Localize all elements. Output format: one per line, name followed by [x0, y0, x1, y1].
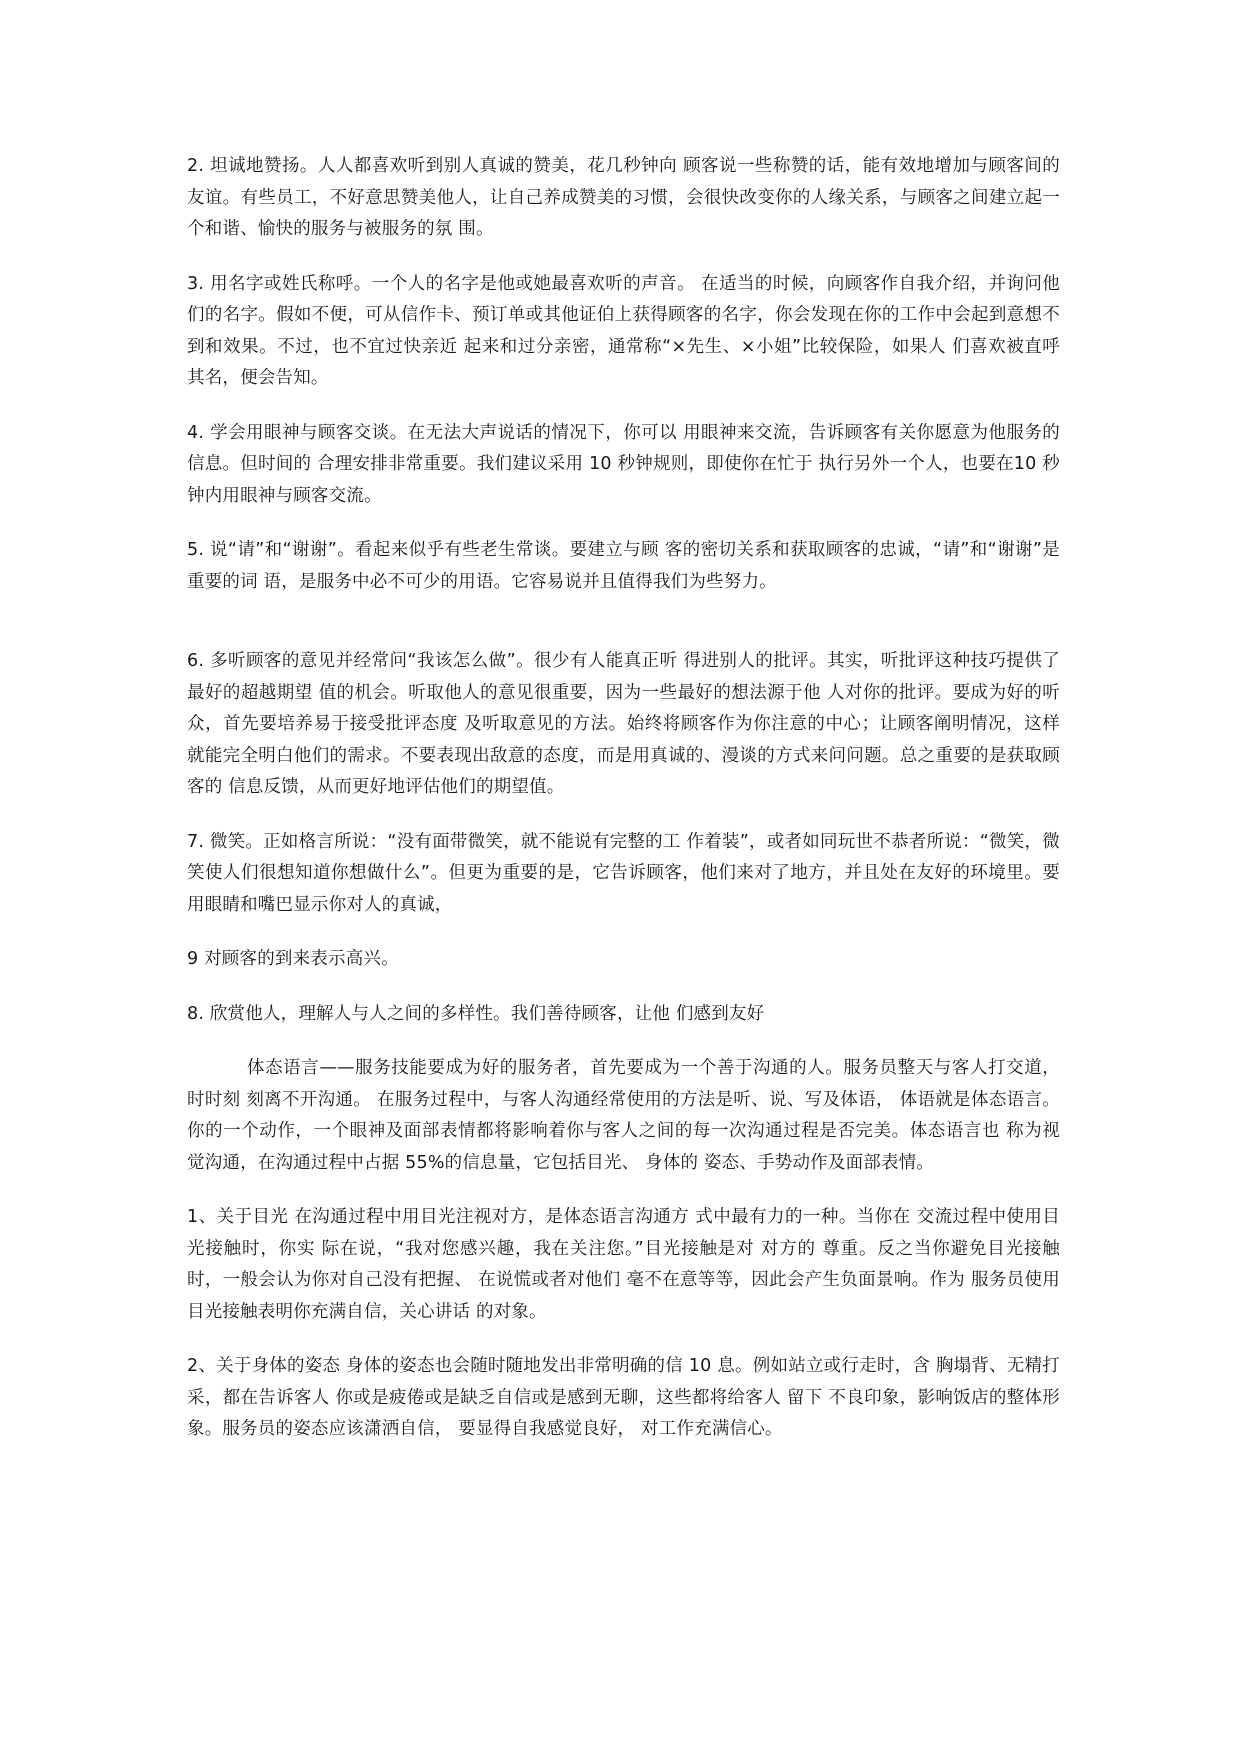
- paragraph-please-thanks: 5. 说“请”和“谢谢”。看起来似乎有些老生常谈。要建立与顾 客的密切关系和获取顾客的忠诚，“请”和“谢谢”是重要的词 语，是服务中必不可少的用语。它容易说并且值得我们为些努力。: [187, 540, 1060, 592]
- paragraph-welcome: 9 对顾客的到来表示高兴。: [187, 949, 399, 969]
- paragraph-praise: 2. 坦诚地赞扬。人人都喜欢听到别人真诚的赞美，花几秒钟向 顾客说一些称赞的话，能有效地增加与顾客间的友谊。有些员工，不好意思赞美他人，让自己养成赞美的习惯，会很快改变你的人缘关系，与顾客之间建立起一个和谐、愉快的服务与被服务的氛 围。: [187, 156, 1060, 239]
- paragraph-posture: 2、关于身体的姿态 身体的姿态也会随时随地发出非常明确的信 10 息。例如站立或行走时，含 胸塌背、无精打采，都在告诉客人 你或是疲倦或是缺乏自信或是感到无聊，这些都将给客人 留下 不良印象，影响饭店的整体形象。服务员的姿态应该潇洒自信， 要显得自我感觉良好， 对工作充满信心。: [187, 1356, 1060, 1439]
- paragraph-eye-contact: 4. 学会用眼神与顾客交谈。在无法大声说话的情况下，你可以 用眼神来交流，告诉顾客有关你愿意为他服务的信息。但时间的 合理安排非常重要。我们建议采用 10 秒钟规则，即使你在忙于 执行另外一个人，也要在10 秒钟内用眼神与顾客交流。: [187, 422, 1060, 506]
- paragraph-gaze: 1、关于目光 在沟通过程中用目光注视对方，是体态语言沟通方 式中最有力的一种。当你在 交流过程中使用目光接触时，你实 际在说，“我对您感兴趣，我在关注您。”目光接触是对 对方的 尊重。反之当你避免目光接触时，一般会认为你对自己没有把握、 在说慌或者对他们 毫不在意等等，因此会产生负面景响。作为 服务员使用目光接触表明你充满自信，关心讲话 的对象。: [187, 1207, 1060, 1322]
- paragraph-body-language: 体态语言——服务技能要成为好的服务者，首先要成为一个善于沟通的人。服务员整天与客人打交道，时时刻 刻离不开沟通。 在服务过程中，与客人沟通经常使用的方法是听、说、写及体语， 体语就是体态语言。你的一个动作，一个眼神及面部表情都将影响着你与客人之间的每一次沟通过程是否完美。体态语言也 称为视觉沟通，在沟通过程中占据 55%的信息量，它包括目光、 身体的 姿态、手势动作及面部表情。: [187, 1058, 1060, 1173]
- document-body: [187, 151, 1060, 1469]
- paragraph-smile: 7. 微笑。正如格言所说：“没有面带微笑，就不能说有完整的工 作着装”，或者如同玩世不恭者所说：“微笑，微笑使人们很想知道你想做什么”。但更为重要的是，它告诉顾客，他们来对了地方，并且处在友好的环境里。要用眼睛和嘴巴显示你对人的真诚，: [187, 831, 1060, 915]
- paragraph-names: 3. 用名字或姓氏称呼。一个人的名字是他或她最喜欢听的声音。 在适当的时候，向顾客作自我介绍，并询问他们的名字。假如不便，可从信作卡、预订单或其他证伯上获得顾客的名字，你会发现在你的工作中会起到意想不到和效果。不过，也不宜过快亲近 起来和过分亲密，通常称“×先生、×小姐”比较保险，如果人 们喜欢被直呼其名，便会告知。: [187, 273, 1060, 388]
- paragraph-appreciate: 8. 欣赏他人，理解人与人之间的多样性。我们善待顾客，让他 们感到友好: [187, 1003, 765, 1024]
- paragraph-listen: 6. 多听顾客的意见并经常问“我该怎么做”。很少有人能真正听 得进别人的批评。其实，听批评这种技巧提供了最好的超越期望 值的机会。听取他人的意见很重要，因为一些最好的想法源于他 人对你的批评。要成为好的听众，首先要培养易于接受批评态度 及听取意见的方法。始终将顾客作为你注意的中心；让顾客阐明情况，这样就能完全明白他们的需求。不要表现出敌意的态度，而是用真诚的、漫谈的方式来问问题。总之重要的是获取顾客的 信息反馈，从而更好地评估他们的期望值。: [187, 651, 1060, 797]
